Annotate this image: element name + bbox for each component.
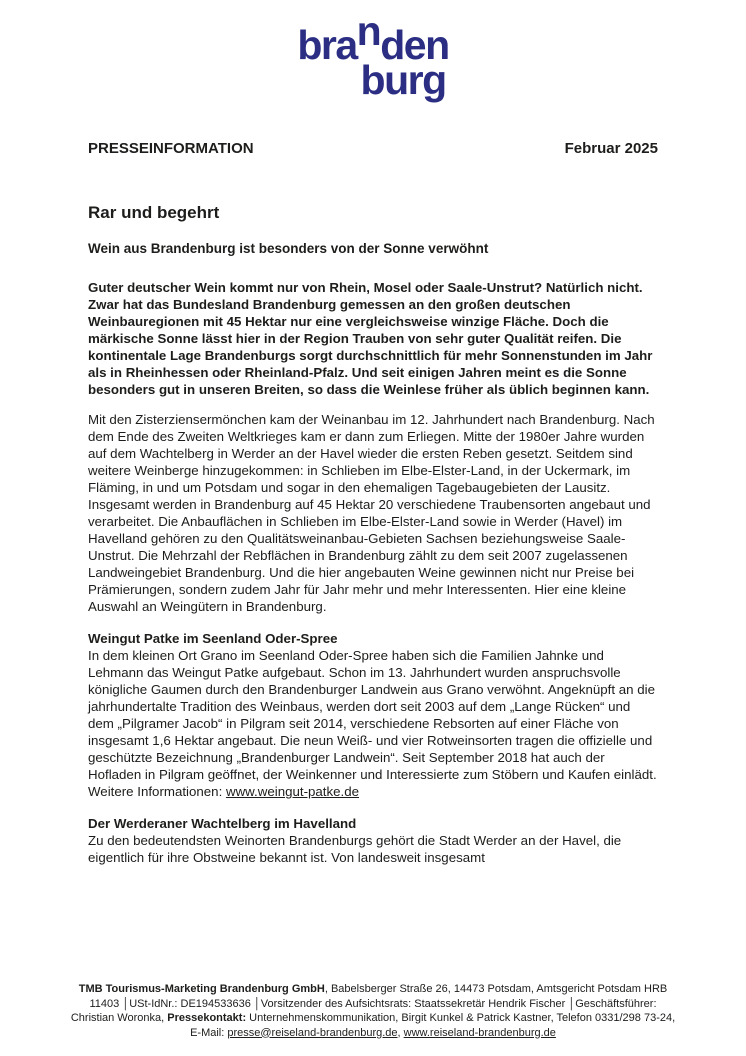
document-header-row — [88, 140, 658, 157]
footer-imprint — [70, 982, 676, 1040]
logo-line-2: burg — [360, 57, 446, 103]
section-paragraph-weingut-patke — [88, 647, 658, 800]
section-body-text: In dem kleinen Ort Grano im Seenland Oder-Spree haben sich die Familien Jahnke und Lehmann das Weingut Patke aufgebaut. Schon im 13. Jahrhundert wurden anspruchsvolle königliche Gaumen durch den Brandenburger Landwein aus Grano verwöhnt. Angeknüpft an die jahrhundertalte Tradition des Weinbaus, werden dort seit 2003 auf dem „Lange Rücken“ und dem „Pilgramer Jacob“ in Pilgram seit 2014, verschiedene Rebsorten auf einer Fläche von insgesamt 1,6 Hektar angebaut. Die neun Weiß- und vier Rotweinsorten tragen die offizielle und geschützte Bezeichnung „Brandenburger Landwein“. Seit September 2018 hat auch der Hofladen in Pilgram geöffnet, der Weinkenner und Interessierte zum Stöbern und Kaufen einlädt. Weitere Informationen: — [88, 648, 657, 799]
footer-website-link[interactable]: www.reiseland-brandenburg.de — [403, 1026, 556, 1039]
logo-text-pre: bra — [297, 22, 357, 68]
footer-link-separator: , — [397, 1026, 404, 1039]
intro-paragraph: Mit den Zisterziensermönchen kam der Weinanbau im 12. Jahrhundert nach Brandenburg. Nach dem Ende des Zweiten Weltkrieges kam er dann zum Erliegen. Mitte der 1980er Jahre wurden auf dem Wachtelberg in Werder an der Havel wieder die ersten Reben gesetzt. Seitdem sind weitere Weinberge hinzugekommen: in Schlieben im Elbe-Elster-Land, in der Uckermark, im Fläming, in und um Potsdam und sogar in den ehemaligen Tagebaugebieten der Lausitz. Insgesamt werden in Brandenburg auf 45 Hektar 20 verschiedene Traubensorten angebaut und verarbeitet. Die Anbauflächen in Schlieben im Elbe-Elster-Land sowie in Werder (Havel) im Havelland gehören zu den Qualitätsweinanbau-Gebieten Sachsen beziehungsweise Saale-Unstrut. Die Mehrzahl der Rebflächen in Brandenburg zählt zu dem seit 2007 zugelassenen Landweingebiet Brandenburg. Und die hier angebauten Weine gewinnen nicht nur Preise bei Prämierungen, sondern zudem Jahr für Jahr mehr und mehr Interessenten. Hier eine kleine Auswahl an Weingütern in Brandenburg. — [88, 412, 655, 614]
doc-date: Februar 2025 — [564, 140, 658, 157]
document-body — [0, 140, 746, 866]
weingut-patke-link[interactable]: www.weingut-patke.de — [225, 784, 360, 799]
footer-company-name: TMB Tourismus-Marketing Brandenburg GmbH — [78, 983, 325, 995]
section-heading-weingut-patke: Weingut Patke im Seenland Oder-Spree — [88, 631, 338, 646]
lead-paragraph: Guter deutscher Wein kommt nur von Rhein, Mosel oder Saale-Unstrut? Natürlich nicht. Zwar hat das Bundesland Brandenburg gemessen an den großen deutschen Weinbauregionen mit 45 Hektar nur eine vergleichsweise winzige Fläche. Doch die märkische Sonne lässt hier in der Region Trauben von sehr guter Qualität reifen. Die kontinentale Lage Brandenburgs sorgt durchschnittlich für mehr Sonnenstunden im Jahr als in Rheinhessen oder Rheinland-Pfalz. Und seit einigen Jahren meint es die Sonne besonders gut in unseren Breiten, so dass die Weinlese früher als üblich beginnen kann. — [88, 280, 653, 397]
logo-raised-n: n — [356, 8, 381, 54]
logo-container — [0, 0, 746, 103]
footer-presse-label: Pressekontakt: — [167, 1012, 247, 1024]
section-paragraph-wachtelberg: Zu den bedeutendsten Weinorten Brandenburgs gehört die Stadt Werder an der Havel, die eigentlich für ihre Obstweine bekannt ist. Von landesweit insgesamt — [88, 833, 622, 865]
footer-address-text: , Babelsberger Straße 26, 14473 Potsdam, Amtsgericht Potsdam HRB 11403 │USt-IdNr.: DE194533636 │Vorsitzender des Aufsichtsrats: Staatssekretär Hendrik Fischer │Geschäftsführer: Christian Woronka, — [70, 983, 668, 1024]
logo-text-post: den — [380, 22, 449, 68]
footer-email-link[interactable]: presse@reiseland-brandenburg.de — [227, 1026, 398, 1039]
doc-type-label: PRESSEINFORMATION — [88, 140, 254, 157]
footer-contact-text: Unternehmenskommunikation, Birgit Kunkel & Patrick Kastner, Telefon 0331/298 73-24, E-Mail: — [190, 1012, 676, 1039]
brandenburg-logo — [297, 8, 449, 103]
subheadline: Wein aus Brandenburg ist besonders von der Sonne verwöhnt — [88, 241, 489, 256]
section-heading-wachtelberg: Der Werderaner Wachtelberg im Havelland — [88, 816, 357, 831]
headline: Rar und begehrt — [88, 203, 220, 222]
